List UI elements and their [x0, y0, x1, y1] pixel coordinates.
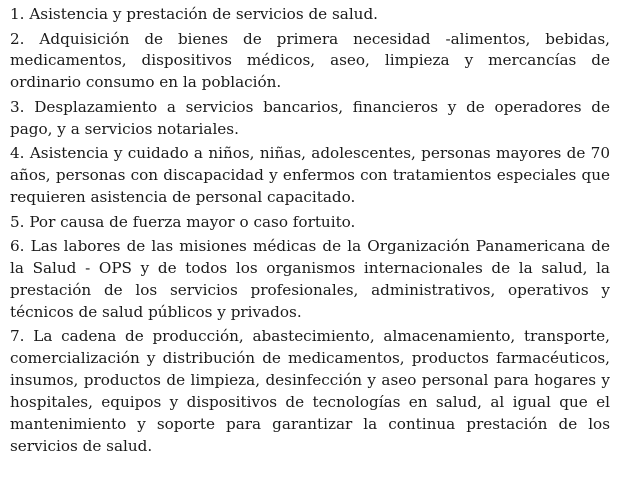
list-item-1: 1. Asistencia y prestación de servicios de salud. [10, 5, 379, 23]
list-item-4: 4. Asistencia y cuidado a niños, niñas, adolescentes, personas mayores de 70 años, personas con discapacidad y enfermos con tratamientos especiales que requieren asistencia de personal capacitado. [10, 144, 610, 207]
list-item-3: 3. Desplazamiento a servicios bancarios, financieros y de operadores de pago, y a servicios notariales. [10, 97, 610, 138]
list-item-7: 7. La cadena de producción, abastecimiento, almacenamiento, transporte, comercialización y distribución de medicamentos, productos farmacéuticos, insumos, productos de limpieza, desinfección y aseo personal para hogares y hospitales, equipos y dispositivos de tecnologías en salud, al igual que el mantenimiento y soporte para garantizar la continua prestación de los servicios de salud. [10, 327, 610, 455]
list-item-5: 5. Por causa de fuerza mayor o caso fortuito. [10, 212, 356, 231]
list-item-6: 6. Las labores de las misiones médicas de la Organización Panamericana de la Salud - OPS y de todos los organismos internacionales de la salud, la prestación de los servicios profesionales, administrativos, operativos y técnicos de salud públicos y privados. [10, 237, 610, 321]
list-item-2: 2. Adquisición de bienes de primera necesidad -alimentos, bebidas, medicamentos, dispositivos médicos, aseo, limpieza y mercancías de ordinario consumo en la población. [10, 29, 610, 92]
document-page [10, 4, 610, 458]
